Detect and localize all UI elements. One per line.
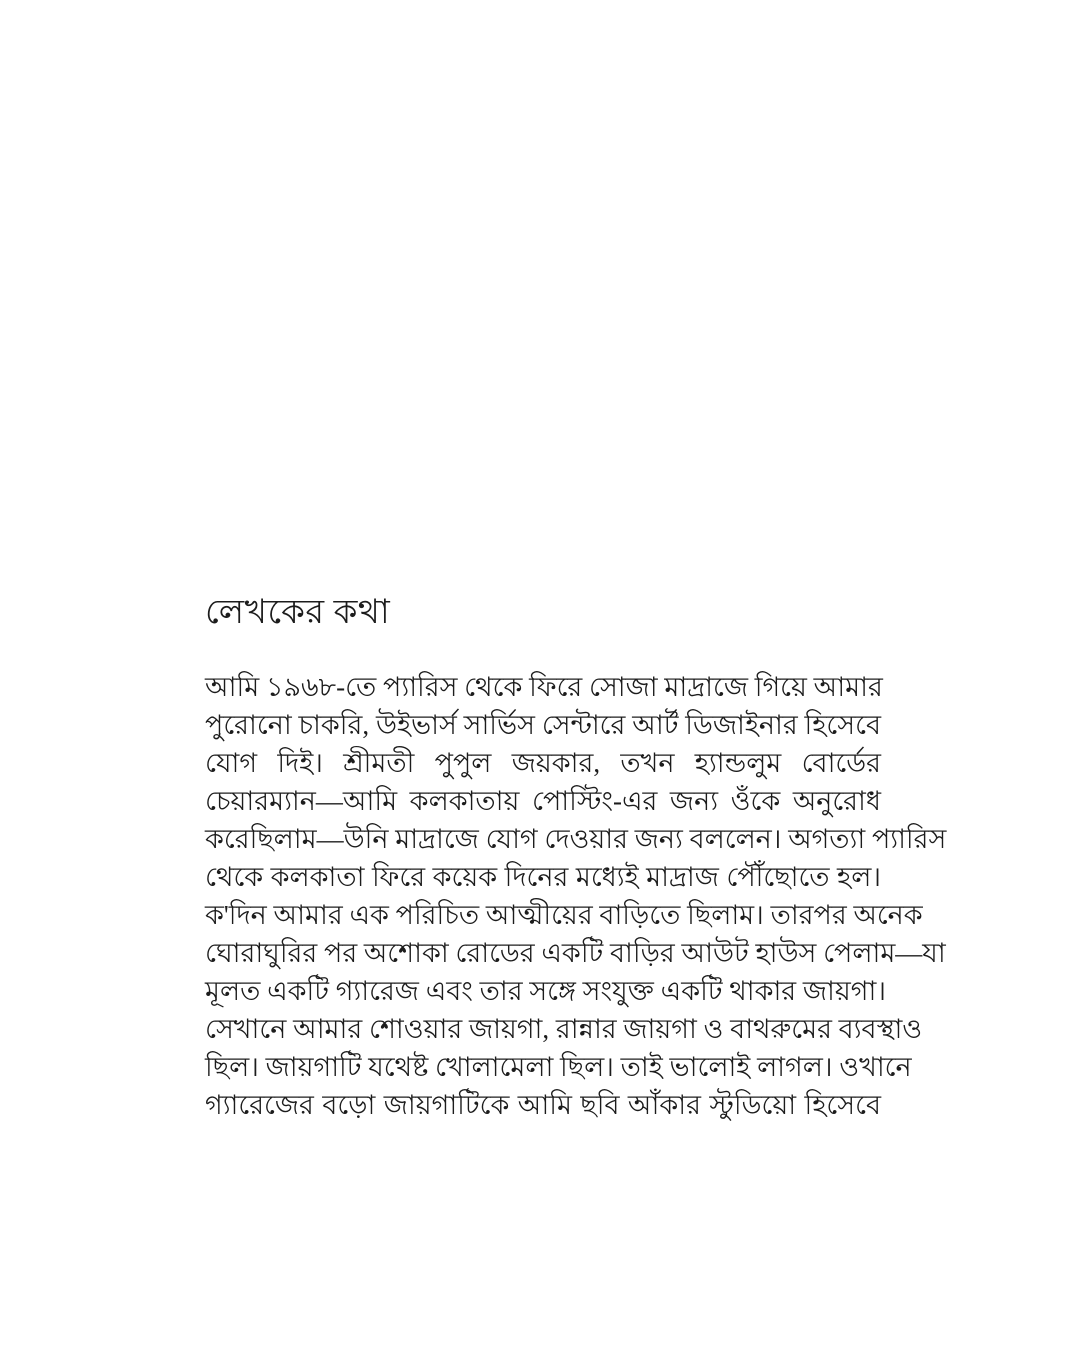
- paragraph-line: ছিল। জায়গাটি যথেষ্ট খোলামেলা ছিল। তাই ভালোই লাগল। ওখানে: [205, 1052, 912, 1082]
- paragraph-line: গ্যারেজের বড়ো জায়গাটিকে আমি ছবি আঁকার স্টুডিয়ো হিসেবে: [205, 1090, 881, 1120]
- paragraph-line: চেয়ারম্যান—আমি কলকাতায় পোস্টিং-এর জন্য ওঁকে অনুরোধ: [205, 786, 881, 816]
- chapter-heading: লেখকের কথা: [205, 594, 391, 631]
- paragraph-line: যোগ দিই। শ্রীমতী পুপুল জয়কার, তখন হ্যান্ডলুম বোর্ডের: [205, 748, 881, 778]
- paragraph-line: ঘোরাঘুরির পর অশোকা রোডের একটি বাড়ির আউট হাউস পেলাম—যা: [205, 938, 946, 968]
- paragraph-line: করেছিলাম—উনি মাদ্রাজে যোগ দেওয়ার জন্য বললেন। অগত্যা প্যারিস: [205, 824, 947, 854]
- paragraph-line: ক'দিন আমার এক পরিচিত আত্মীয়ের বাড়িতে ছিলাম। তারপর অনেক: [205, 900, 923, 930]
- paragraph-line: পুরোনো চাকরি, উইভার্স সার্ভিস সেন্টারে আর্ট ডিজাইনার হিসেবে: [205, 710, 881, 740]
- paragraph-line: থেকে কলকাতা ফিরে কয়েক দিনের মধ্যেই মাদ্রাজ পৌঁছোতে হল।: [205, 862, 881, 892]
- paragraph-line: মূলত একটি গ্যারেজ এবং তার সঙ্গে সংযুক্ত একটি থাকার জায়গা।: [205, 976, 886, 1006]
- paragraph-line: সেখানে আমার শোওয়ার জায়গা, রান্নার জায়গা ও বাথরুমের ব্যবস্থাও: [205, 1014, 923, 1044]
- paragraph-line: আমি ১৯৬৮-তে প্যারিস থেকে ফিরে সোজা মাদ্রাজে গিয়ে আমার: [205, 672, 883, 702]
- body-paragraph: [205, 668, 947, 1124]
